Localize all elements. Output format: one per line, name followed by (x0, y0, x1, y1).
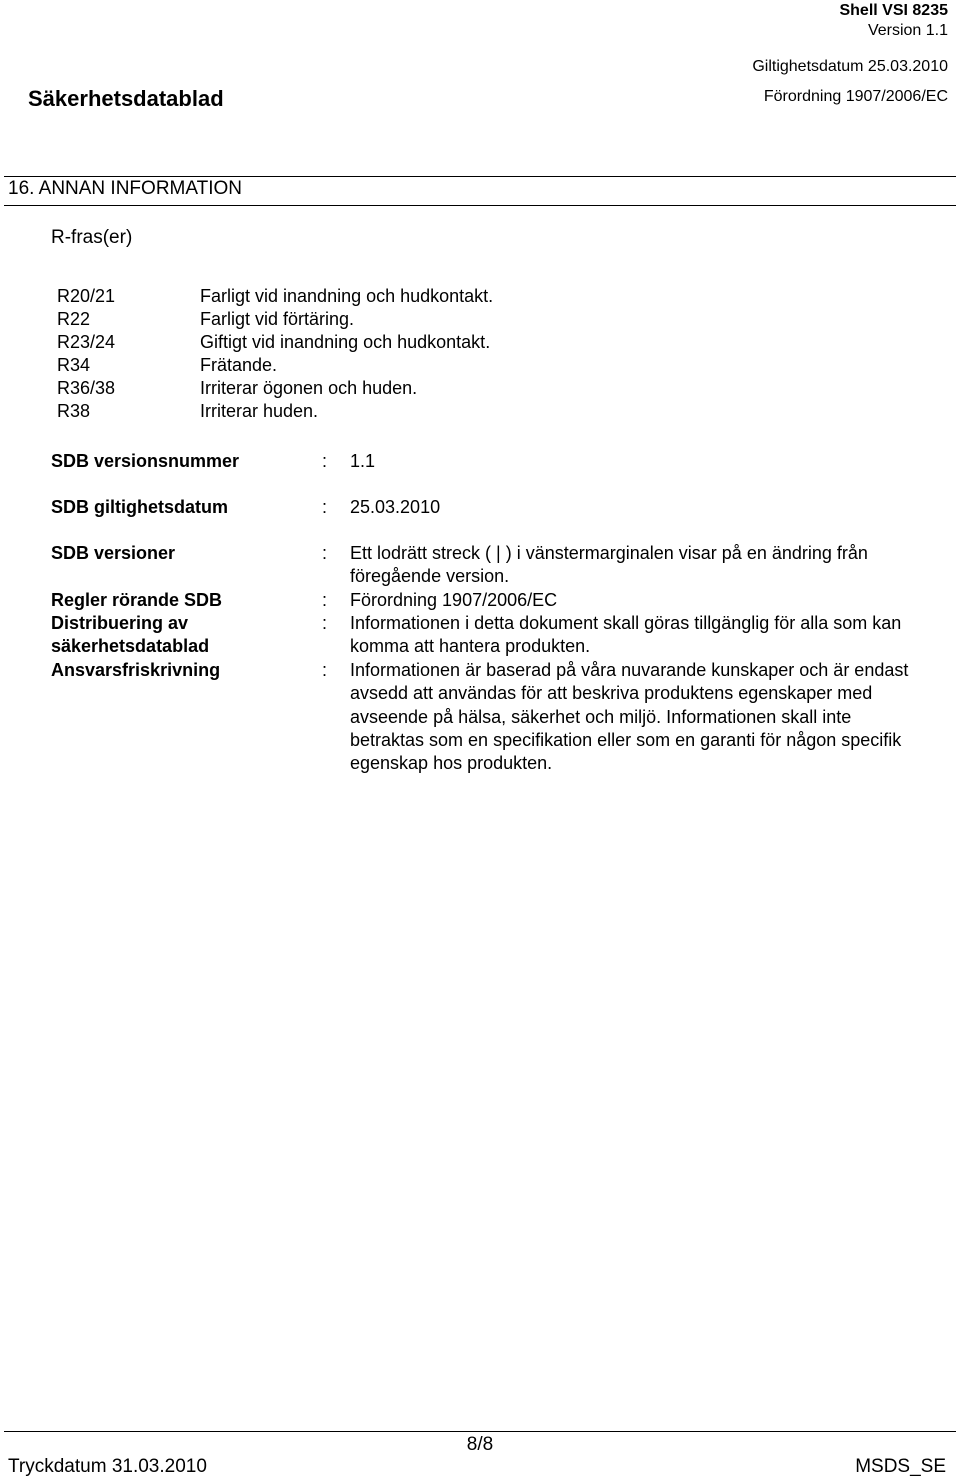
r-phrase-code: R36/38 (57, 378, 116, 398)
sdb-version-value: 1.1 (350, 451, 376, 471)
info-label: Regler rörande SDB (51, 590, 223, 610)
r-phrase-text: Irriterar ögonen och huden. (200, 378, 418, 398)
validity-date: Giltighetsdatum 25.03.2010 (752, 58, 948, 75)
r-phrase-text: Farligt vid förtäring. (200, 309, 355, 329)
sdb-validity-label: SDB giltighetsdatum (51, 497, 229, 517)
document-code: MSDS_SE (855, 1456, 946, 1477)
document-title: Säkerhetsdatablad (28, 86, 224, 111)
sdb-validity-colon: : (322, 497, 328, 517)
sdb-validity-value: 25.03.2010 (350, 497, 441, 517)
r-phrase-code: R38 (57, 401, 91, 421)
info-value: Ett lodrätt streck ( | ) i vänstermarginalen visar på en ändring från föregående version. (350, 543, 868, 587)
r-phrase-text: Giftigt vid inandning och hudkontakt. (200, 332, 491, 352)
info-label: Distribuering av säkerhetsdatablad (51, 613, 210, 657)
info-label: Ansvarsfriskrivning (51, 660, 221, 680)
info-value: Informationen är baserad på våra nuvarande kunskaper och är endast avsedd att användas för att beskriva produktens egenskaper med avseende på hälsa, säkerhet och miljö. Informationen skall inte betraktas som en specifikation eller som en garanti för någon specifik egenskap hos produkten. (350, 660, 909, 774)
r-phrase-code: R20/21 (57, 286, 116, 306)
product-name: Shell VSI 8235 (839, 2, 948, 19)
section-bottom-rule (4, 205, 956, 206)
info-colon: : (322, 543, 328, 563)
print-date: Tryckdatum 31.03.2010 (8, 1456, 207, 1477)
r-phrase-text: Irriterar huden. (200, 401, 319, 421)
section-top-rule (4, 176, 956, 177)
footer-rule (4, 1431, 956, 1432)
info-label: SDB versioner (51, 543, 176, 563)
regulation-label: Förordning 1907/2006/EC (763, 88, 948, 105)
r-phrase-text: Frätande. (200, 355, 278, 375)
r-phrase-code: R34 (57, 355, 91, 375)
info-colon: : (322, 613, 328, 633)
info-value: Informationen i detta dokument skall göras tillgänglig för alla som kan komma att hantera produkten. (350, 613, 902, 657)
page-number: 8/8 (466, 1434, 494, 1455)
version-label: Version 1.1 (867, 22, 948, 39)
sdb-version-label: SDB versionsnummer (51, 451, 240, 471)
sdb-version-colon: : (322, 451, 328, 471)
info-colon: : (322, 590, 328, 610)
section-title: 16. ANNAN INFORMATION (8, 178, 243, 199)
r-phrases-label: R-fras(er) (51, 227, 133, 248)
info-value: Förordning 1907/2006/EC (350, 590, 558, 610)
info-colon: : (322, 660, 328, 680)
r-phrase-text: Farligt vid inandning och hudkontakt. (200, 286, 494, 306)
r-phrase-code: R22 (57, 309, 91, 329)
r-phrase-code: R23/24 (57, 332, 116, 352)
